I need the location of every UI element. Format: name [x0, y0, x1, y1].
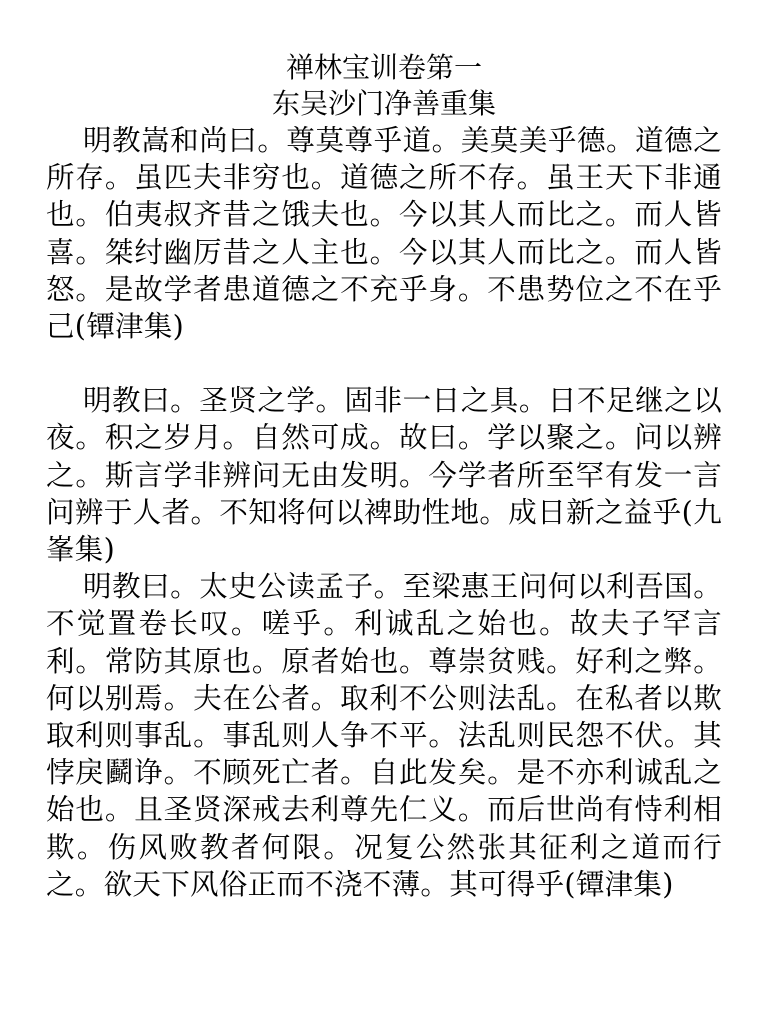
- paragraph-1: 明教嵩和尚曰。尊莫尊乎道。美莫美乎德。道德之所存。虽匹夫非穷也。道德之所不存。虽王天下非通也。伯夷叔齐昔之饿夫也。今以其人而比之。而人皆喜。桀纣幽厉昔之人主也。今以其人而比之。而人皆怒。是故学者患道德之不充乎身。不患势位之不在乎己(镡津集): [46, 124, 722, 344]
- paragraph-gap: [46, 345, 722, 382]
- paragraph-2: 明教曰。圣贤之学。固非一日之具。日不足继之以夜。积之岁月。自然可成。故曰。学以聚之。问以辨之。斯言学非辨问无由发明。今学者所至罕有发一言问辨于人者。不知将何以裨助性地。成日新之益乎(九峯集): [46, 384, 722, 567]
- document-page: [46, 50, 722, 903]
- document-title: 禅林宝训卷第一: [285, 51, 482, 84]
- document-subtitle: 东吴沙门净善重集: [271, 87, 496, 120]
- paragraph-3: 明教曰。太史公读孟子。至梁惠王问何以利吾国。不觉置卷长叹。嗟乎。利诚乱之始也。故夫子罕言利。常防其原也。原者始也。尊崇贫贱。好利之弊。何以别焉。夫在公者。取利不公则法乱。在私者以欺取利则事乱。事乱则人争不平。法乱则民怨不伏。其悖戾鬬诤。不顾死亡者。自此发矣。是不亦利诚乱之始也。且圣贤深戒去利尊先仁义。而后世尚有恃利相欺。伤风败教者何限。况复公然张其征利之道而行之。欲天下风俗正而不浇不薄。其可得乎(镡津集): [46, 570, 722, 901]
